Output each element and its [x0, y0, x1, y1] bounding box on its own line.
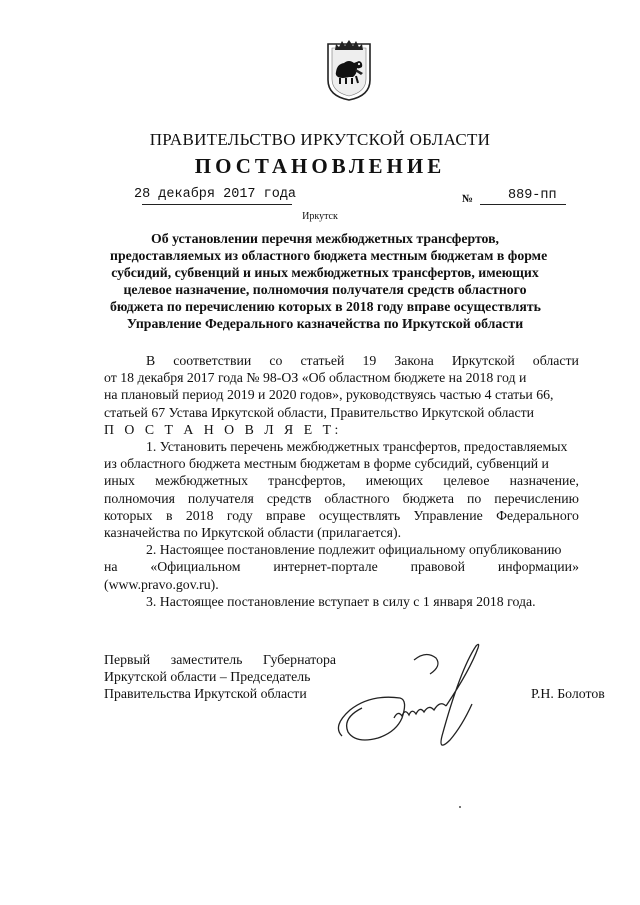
scan-speck [459, 806, 461, 808]
item-2-line-1: 2. Настоящее постановление подлежит официальному опубликованию [146, 542, 562, 558]
word: 19 [362, 353, 377, 368]
word: областного [324, 490, 390, 506]
word: Первый [104, 652, 151, 667]
word: в [165, 507, 173, 523]
number-label: № [462, 193, 474, 205]
word: 2018 [185, 507, 214, 523]
signer-name: Р.Н. Болотов [531, 686, 605, 701]
word: информации» [497, 559, 579, 575]
date-underline [142, 204, 292, 205]
word: Федерального [496, 507, 579, 523]
word: году [226, 507, 253, 523]
handwritten-signature-icon [330, 640, 520, 760]
title-line: Об установлении перечня межбюджетных трансфертов, [150, 231, 499, 246]
word: имеющих [365, 473, 424, 489]
number-underline [480, 204, 566, 205]
document-type: ПОСТАНОВЛЕНИЕ [194, 154, 446, 178]
item-1-line-6: казначейства по Иркутской области (прилагается). [104, 525, 402, 541]
government-name: ПРАВИТЕЛЬСТВО ИРКУТСКОЙ ОБЛАСТИ [149, 130, 491, 149]
position-line-3: Правительства Иркутской области [104, 686, 307, 702]
word: средств [266, 490, 312, 506]
word: которых [104, 507, 153, 523]
word: статьей [300, 353, 345, 368]
word: В [146, 353, 156, 368]
document-date: 28 декабря 2017 года [134, 187, 297, 202]
word: перечислению [494, 490, 579, 506]
word: трансфертов, [268, 473, 346, 489]
item-2-line-3: (www.pravo.gov.ru). [104, 576, 219, 592]
word: межбюджетных [155, 473, 249, 489]
item-3: 3. Настоящее постановление вступает в силу с 1 января 2018 года. [146, 593, 536, 609]
irkutsk-coat-of-arms-icon [326, 38, 372, 102]
word: вправе [266, 507, 306, 523]
word: «Официальном [150, 559, 241, 575]
word: полномочия [104, 490, 175, 506]
word: интернет-портале [273, 559, 378, 575]
item-1-line-1: 1. Установить перечень межбюджетных трансфертов, предоставляемых [146, 439, 568, 455]
word: области [532, 353, 579, 368]
word: Иркутской [451, 353, 515, 368]
word: назначение, [509, 473, 579, 489]
word: целевое [443, 473, 490, 489]
word: иных [104, 473, 135, 489]
resolves-heading: П О С Т А Н О В Л Я Е Т: [104, 421, 342, 437]
word: заместитель [170, 652, 243, 667]
title-line: предоставляемых из областного бюджета местным бюджетам в форме [110, 247, 548, 263]
word: получателя [187, 490, 254, 506]
word: на [104, 559, 118, 575]
title-line: Управление Федерального казначейства по Иркутской области [126, 315, 524, 331]
word: бюджета [402, 490, 455, 506]
word: по [466, 490, 482, 506]
word: Закона [394, 353, 434, 368]
item-2-line-2 [104, 558, 579, 575]
preamble-line-4: статьей 67 Устава Иркутской области, Правительство Иркутской области [104, 404, 534, 420]
signatory-position [104, 651, 336, 703]
word: Управление [413, 507, 483, 523]
document-number: 889-пп [508, 188, 557, 203]
preamble-line-1 [104, 352, 579, 369]
word: со [269, 353, 283, 368]
city: Иркутск [302, 211, 338, 222]
title-line: целевое назначение, полномочия получателя средств областного [123, 281, 527, 297]
word: соответствии [173, 353, 252, 368]
preamble-line-2: от 18 декабря 2017 года № 98-ОЗ «Об областном бюджете на 2018 год и [104, 370, 527, 386]
document-title [110, 231, 548, 332]
word: осуществлять [318, 507, 401, 523]
title-line: субсидий, субвенций и иных межбюджетных трансфертов, имеющих [111, 264, 539, 280]
position-line-1 [104, 651, 336, 668]
position-line-2: Иркутской области – Председатель [104, 669, 311, 685]
preamble-line-3: на плановый период 2019 и 2020 годов», руководствуясь частью 4 статьи 66, [104, 387, 554, 403]
title-line: бюджета по перечислению которых в 2018 году вправе осуществлять [110, 298, 541, 314]
item-1-line-2: из областного бюджета местным бюджетам в форме субсидий, субвенций и [104, 456, 549, 472]
item-1-line-3 [104, 472, 579, 489]
item-1-line-4 [104, 490, 579, 507]
word: правовой [410, 559, 466, 575]
word: Губернатора [263, 652, 336, 667]
item-1-line-5 [104, 507, 579, 524]
document-body [104, 352, 579, 610]
